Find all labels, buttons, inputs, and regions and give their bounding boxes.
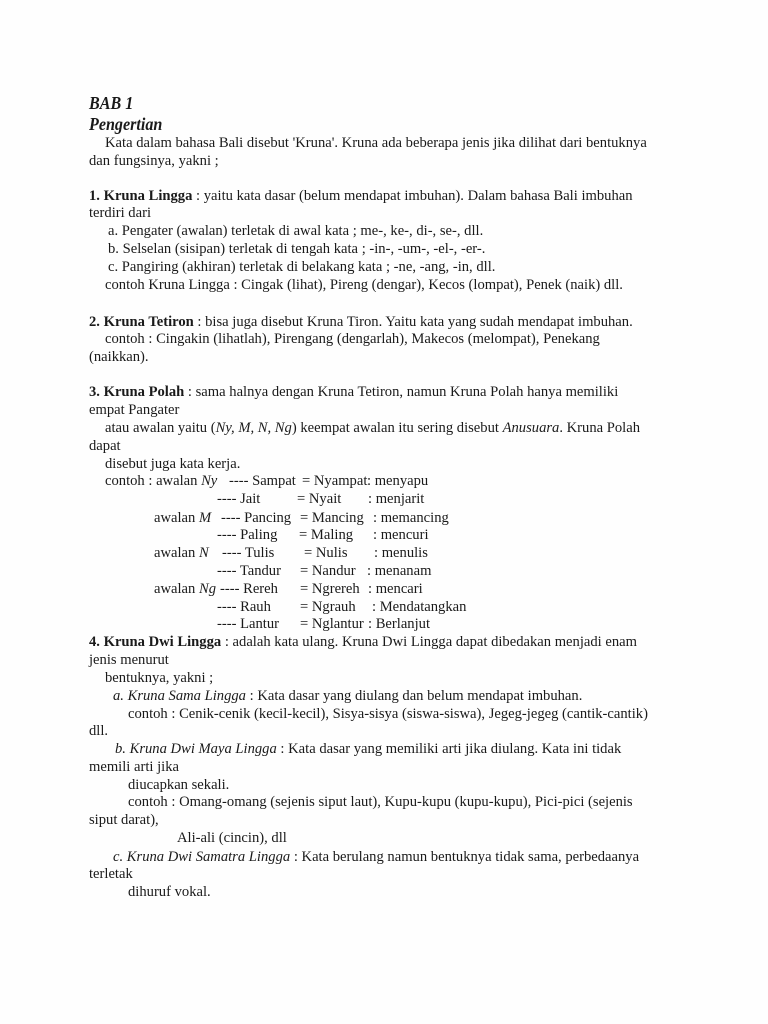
section1-item-a: a. Pengater (awalan) terletak di awal kata ; me-, ke-, di-, se-, dll. (108, 223, 484, 239)
table-row: contoh : awalan Ny ---- Sampat = Nyampat : menyapu (105, 473, 429, 489)
subsection-a-example-end: dll. (89, 723, 109, 739)
section4-line-2: jenis menurut (89, 652, 169, 668)
subsection-b-example-2: siput darat), (89, 812, 159, 828)
subsection-c-line-2: terletak (89, 866, 133, 882)
subsection-b-example: contoh : Omang-omang (sejenis siput laut), Kupu-kupu (kupu-kupu), Pici-pici (sejenis (128, 794, 633, 810)
section4-title: 4. Kruna Dwi Lingga (89, 634, 222, 650)
subsection-b-line-3: diucapkan sekali. (128, 777, 230, 793)
table-row: awalan N ---- Tulis = Nulis : menulis (154, 545, 428, 561)
section4-line-3: bentuknya, yakni ; (105, 670, 214, 686)
table-row: ---- Lantur = Nglantur : Berlanjut (217, 616, 431, 632)
section4-line-1: 4. Kruna Dwi Lingga : adalah kata ulang. Kruna Dwi Lingga dapat dibedakan menjadi enam (89, 634, 637, 650)
section1-item-c: c. Pangiring (akhiran) terletak di belakang kata ; -ne, -ang, -in, dll. (108, 259, 496, 275)
table-row: ---- Jait = Nyait : menjarit (217, 491, 425, 507)
prefix-list: Ny, M, N, Ng (215, 420, 292, 436)
subsection-c-line: c. Kruna Dwi Samatra Lingga : Kata berulang namun bentuknya tidak sama, perbedaanya (113, 849, 640, 865)
section1-item-b: b. Selselan (sisipan) terletak di tengah kata ; -in-, -um-, -el-, -er-. (108, 241, 486, 257)
section3-line-2: empat Pangater (89, 402, 180, 418)
subsection-c-line-3: dihuruf vokal. (128, 884, 211, 900)
section3-line-1: 3. Kruna Polah : sama halnya dengan Kruna Tetiron, namun Kruna Polah hanya memiliki (89, 384, 619, 400)
section3-line-3: atau awalan yaitu (Ny, M, N, Ng) keempat awalan itu sering disebut Anusuara. Kruna Polah (105, 420, 641, 436)
section1-line-2: terdiri dari (89, 205, 151, 221)
intro-line-1: Kata dalam bahasa Bali disebut 'Kruna'. Kruna ada beberapa jenis jika dilihat dari bentuknya (105, 135, 647, 151)
section2-example-end: (naikkan). (89, 349, 149, 365)
table-row: ---- Tandur = Nandur : menanam (217, 563, 432, 579)
subsection-c-title: c. Kruna Dwi Samatra Lingga (113, 849, 291, 865)
table-row: ---- Rauh = Ngrauh : Mendatangkan (217, 599, 467, 615)
section1-example: contoh Kruna Lingga : Cingak (lihat), Pireng (dengar), Kecos (lompat), Penek (naik) dll. (105, 277, 623, 293)
section3-line-4: dapat (89, 438, 121, 454)
subsection-a-example: contoh : Cenik-cenik (kecil-kecil), Sisya-sisya (siswa-siswa), Jegeg-jegeg (cantik-cantik) (128, 706, 648, 722)
table-row: ---- Paling = Maling : mencuri (217, 527, 429, 543)
subsection-b-title: b. Kruna Dwi Maya Lingga (115, 741, 277, 757)
table-row: awalan M ---- Pancing = Mancing : memancing (154, 510, 449, 526)
section3-title: 3. Kruna Polah (89, 384, 185, 400)
section1-title: 1. Kruna Lingga (89, 188, 193, 204)
intro-line-2: dan fungsinya, yakni ; (89, 153, 219, 169)
section-heading: Pengertian (89, 114, 163, 134)
section3-line-5: disebut juga kata kerja. (105, 456, 241, 472)
section2-line-1: 2. Kruna Tetiron : bisa juga disebut Kruna Tiron. Yaitu kata yang sudah mendapat imbuhan. (89, 314, 633, 330)
subsection-b-line: b. Kruna Dwi Maya Lingga : Kata dasar yang memiliki arti jika diulang. Kata ini tidak (115, 741, 622, 757)
section1-line-1: 1. Kruna Lingga : yaitu kata dasar (belum mendapat imbuhan). Dalam bahasa Bali imbuhan (89, 188, 633, 204)
chapter-heading: BAB 1 (89, 93, 134, 113)
subsection-b-example-3: Ali-ali (cincin), dll (177, 830, 287, 846)
subsection-a-title: a. Kruna Sama Lingga (113, 688, 246, 704)
subsection-b-line-2: memili arti jika (89, 759, 179, 775)
subsection-a-line: a. Kruna Sama Lingga : Kata dasar yang diulang dan belum mendapat imbuhan. (113, 688, 583, 704)
anusuara-term: Anusuara (502, 420, 560, 436)
section2-example: contoh : Cingakin (lihatlah), Pirengang (dengarlah), Makecos (melompat), Penekang (105, 331, 600, 347)
section2-title: 2. Kruna Tetiron (89, 314, 194, 330)
table-row: awalan Ng ---- Rereh = Ngrereh : mencari (154, 581, 423, 597)
